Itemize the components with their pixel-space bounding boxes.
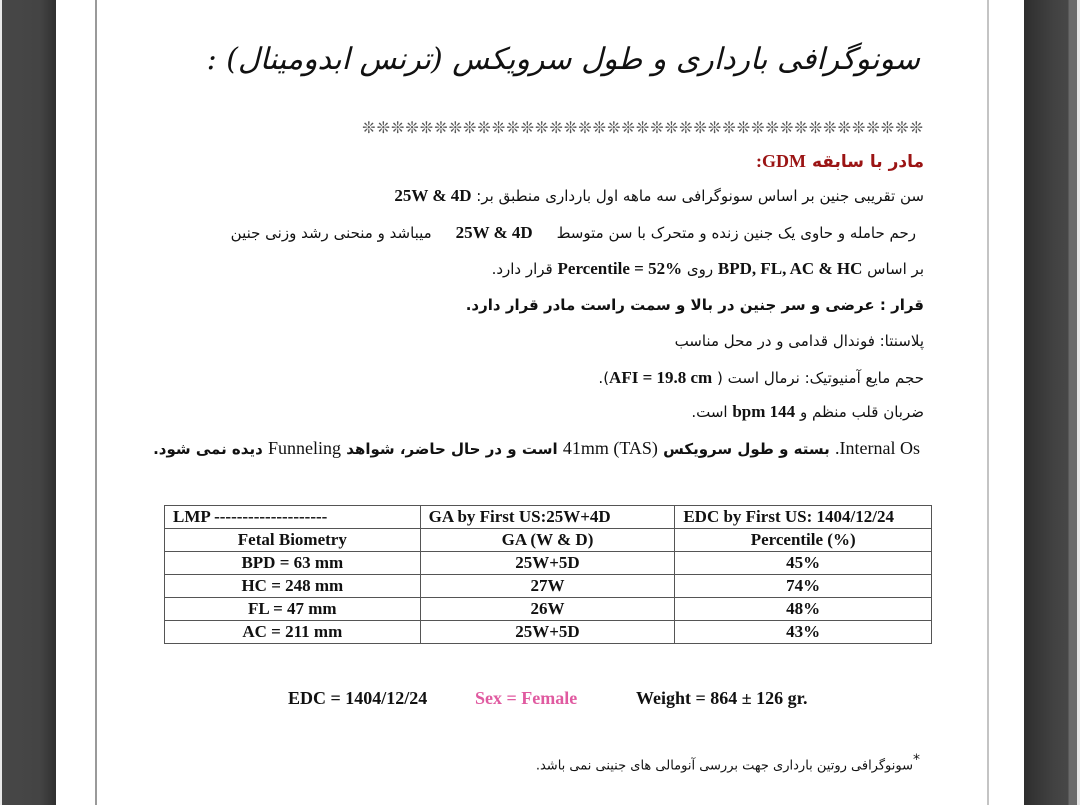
uterus-line (231, 223, 916, 243)
heart-text: ضربان قلب منظم و (799, 403, 924, 421)
growth-percentile: Percentile = 52% (557, 259, 683, 278)
amniotic-text: حجم مایع آمنیوتیک: نرمال است ( (717, 369, 924, 387)
table-cell: BPD = 63 mm (165, 552, 421, 575)
cervix-text-3: دیده نمی شود. (153, 440, 263, 458)
uterus-ga-value: 25W & 4D (455, 223, 533, 242)
ga-first-us-value: 25W & 4D (394, 186, 472, 205)
table-cell: HC = 248 mm (165, 575, 421, 598)
table-cell: 74% (675, 575, 932, 598)
table-row (165, 575, 932, 598)
footnote-marker: * (913, 752, 920, 768)
table-cell: FL = 47 mm (165, 598, 421, 621)
afi-value: AFI = 19.8 cm (609, 368, 713, 387)
placenta-line: پلاسنتا: فوندال قدامی و در محل مناسب (674, 332, 924, 350)
edc-summary: EDC = 1404/12/24 (288, 688, 428, 708)
cervix-funneling: Funneling (268, 438, 342, 458)
page-margin-right (987, 0, 989, 805)
growth-text-3: قرار دارد. (491, 260, 553, 278)
cervix-length: (TAS) 41mm (562, 438, 658, 458)
ga-first-us-cell: GA by First US:25W+4D (420, 506, 675, 529)
table-cell: 45% (675, 552, 932, 575)
table-cell: AC = 211 mm (165, 621, 421, 644)
ga-first-us-line (394, 186, 924, 206)
amniotic-line (598, 368, 924, 388)
table-cell: 27W (420, 575, 675, 598)
table-row (165, 621, 932, 644)
cervix-internal-os: Internal Os. (835, 438, 920, 458)
table-header-row (165, 506, 932, 529)
column-header: Percentile (%) (675, 529, 932, 552)
heart-end: است. (691, 403, 728, 421)
sex-summary: Sex = Female (475, 688, 578, 708)
ga-first-us-text: سن تقریبی جنین بر اساس سونوگرافی سه ماهه اول بارداری منطبق بر: (476, 187, 924, 205)
table-row (165, 552, 932, 575)
column-header: Fetal Biometry (165, 529, 421, 552)
table-cell: 25W+5D (420, 552, 675, 575)
heart-line (691, 402, 924, 422)
table-cell: 43% (675, 621, 932, 644)
lmp-cell: LMP -------------------- (165, 506, 421, 529)
presentation-line: قرار : عرضی و سر جنین در بالا و سمت راست مادر قرار دارد. (465, 296, 924, 314)
edc-first-us-cell: EDC by First US: 1404/12/24 (675, 506, 932, 529)
weight-summary: Weight = 864 ± 126 gr. (636, 688, 808, 708)
table-cell: 26W (420, 598, 675, 621)
page-margin-left (95, 0, 97, 805)
footnote (536, 752, 920, 773)
biometry-table (164, 505, 932, 644)
table-cell: 48% (675, 598, 932, 621)
amniotic-end: ). (598, 369, 610, 387)
column-header: GA (W & D) (420, 529, 675, 552)
history-heading (756, 151, 924, 172)
table-column-row (165, 529, 932, 552)
uterus-text-2: میباشد و منحنی رشد وزنی جنین (230, 224, 432, 242)
separator: ❊❊❊❊❊❊❊❊❊❊❊❊❊❊❊❊❊❊❊❊❊❊❊❊❊❊❊❊❊❊❊❊❊❊❊❊❊❊❊ (362, 120, 924, 137)
growth-params: BPD, FL, AC & HC (717, 259, 863, 278)
cervix-text-1: بسته و طول سرویکس (663, 440, 830, 458)
growth-line (492, 259, 924, 279)
footnote-text: سونوگرافی روتین بارداری جهت بررسی آنومالی های جنینی نمی باشد. (535, 758, 913, 774)
cervix-text-2: است و در حال حاضر، شواهد (346, 440, 558, 458)
growth-text-1: بر اساس (867, 260, 924, 278)
viewer-right-gutter (1024, 0, 1080, 805)
growth-text-2: روی (686, 260, 714, 278)
table-row (165, 598, 932, 621)
table-cell: 25W+5D (420, 621, 675, 644)
history-term: GDM: (756, 151, 807, 171)
uterus-text: رحم حامله و حاوی یک جنین زنده و متحرک با سن متوسط (556, 224, 916, 242)
viewer-left-gutter (0, 0, 56, 805)
heart-rate-value: 144 bpm (732, 402, 796, 421)
report-title: سونوگرافی بارداری و طول سرویکس (ترنس ابدومینال) : (206, 42, 920, 77)
cervix-line (153, 438, 920, 459)
history-prefix: مادر با سابقه (811, 152, 924, 172)
